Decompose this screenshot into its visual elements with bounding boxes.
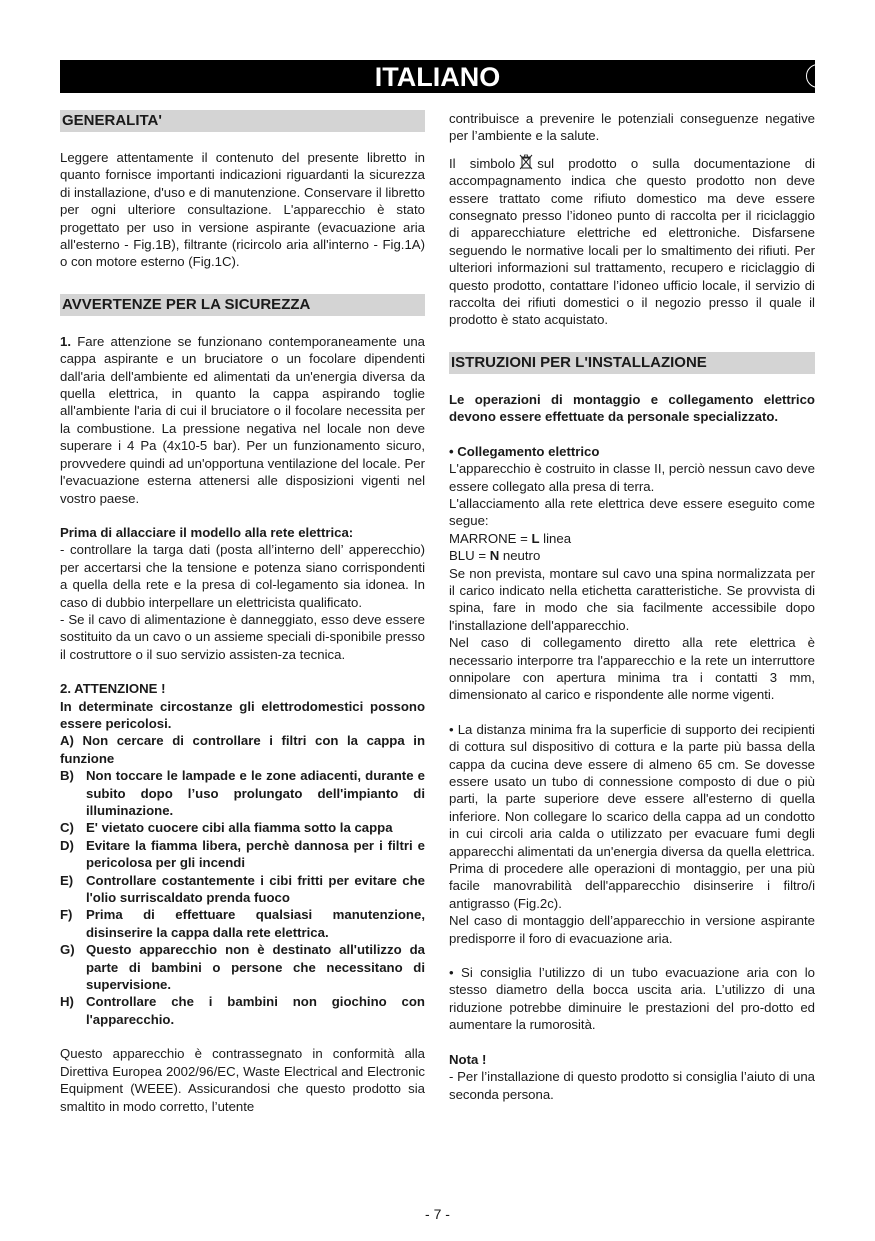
attention-item-text: Evitare la fiamma libera, perchè dannosa per i filtri e pericolosa per gli incendi <box>86 837 425 871</box>
connection-paragraph: L'apparecchio è costruito in classe II, perciò nessun cavo deve essere collegato alla presa di terra. <box>449 461 815 494</box>
note-text: - Per l’installazione di questo prodotto si consiglia l’aiuto di una seconda persona. <box>449 1069 815 1102</box>
attention-item <box>60 906 425 941</box>
safety-number: 1. <box>60 333 71 349</box>
heading-general: GENERALITA' <box>60 110 425 132</box>
symbol-intro: Il simbolo <box>449 155 516 171</box>
language-badge: I <box>806 64 860 88</box>
crossed-bin-icon <box>519 154 533 170</box>
tube-paragraph: • Si consiglia l’utilizzo di un tubo evacuazione aria con lo stesso diametro della bocca uscita aria. L’utilizzo di una riduzione potrebbe diminuire le prestazioni del pro-dotto ed aumentare la rumorosità. <box>449 965 815 1033</box>
weee-continuation: contribuisce a prevenire le potenziali conseguenze negative per l’ambiente e la salute. <box>449 111 815 144</box>
attention-item-letter: F) <box>60 907 73 923</box>
attention-title: 2. ATTENZIONE ! <box>60 681 166 697</box>
attention-item-text: Controllare costantemente i cibi fritti per evitare che l'olio surriscaldato prenda fuoco <box>86 872 425 906</box>
attention-list <box>60 767 425 1028</box>
installation-warning: Le operazioni di montaggio e collegamento elettrico devono essere effettuate da personale specializzato. <box>449 391 815 425</box>
attention-item-text: Controllare che i bambini non giochino con l'apparecchio. <box>86 994 425 1027</box>
general-paragraph: Leggere attentamente il contenuto del presente libretto in quanto fornisce importanti indicazioni riguardanti la sicurezza di installazione, d'uso e di manutenzione. Conservare il libretto per ogni ulteriore consultazione. L'apparecchio è stato progettato per uso in versione aspirante (evacuazione aria all'esterno - Fig.1B), filtrante (ricircolo aria all'interno - Fig.1A) o con motore esterno (Fig.1C). <box>60 150 425 270</box>
heading-installation: ISTRUZIONI PER L'INSTALLAZIONE <box>449 352 815 374</box>
electrical-connection-title: • Collegamento elettrico <box>449 443 600 459</box>
right-column <box>449 110 815 1103</box>
attention-item <box>60 872 425 907</box>
left-column <box>60 110 425 1115</box>
attention-item-letter: B) <box>60 768 74 784</box>
language-banner <box>60 60 836 93</box>
symbol-text: sul prodotto o sulla documentazione di accompagnamento indica che questo prodotto non deve essere trattato come rifiuto domestico ma deve essere consegnato presso l’idoneo punto di raccolta per il riciclaggio di apparecchiature elettriche ed elettroniche. Disfarsene seguendo le normative locali per lo smaltimento dei rifiuti. Per ulteriori informazioni sul trattamento, recupero e riciclaggio di questo prodotto, contattare l’idoneo ufficio locale, il servizio di raccolta dei rifiuti domestici o il negozio presso il quale il prodotto è stato acquistato. <box>449 155 815 328</box>
attention-item-text: Non toccare le lampade e le zone adiacenti, durante e subito dopo l’uso prolungato dell'impianto di illuminazione. <box>86 768 425 818</box>
heading-safety: AVVERTENZE PER LA SICUREZZA <box>60 294 425 316</box>
language-title: ITALIANO <box>374 62 501 92</box>
connection-paragraph: Nel caso di collegamento diretto alla rete elettrica è necessario interporre tra l'apparecchio e la rete un interruttore onnipolare con apertura minima tra i contatti 3 mm, dimensionato al carico e rispondente alle norme vigenti. <box>449 635 815 703</box>
before-connect-item: - Se il cavo di alimentazione è danneggiato, esso deve essere sostituito da un cavo o un assieme speciali di-sponibile presso il costruttore o il suo servizio assisten-za tecnica. <box>60 611 425 662</box>
safety-text: Fare attenzione se funzionano contemporaneamente una cappa aspirante e un bruciatore o un focolare dipendenti dall'aria dell'ambiente ed alimentati da un'energia diversa da quella elettrica, in quanto la cappa aspirando toglie all'ambiente l'aria di cui il bruciatore o il focolare necessita per la combustione. La pressione negativa nel locale non deve superare i 4 Pa (4x10-5 bar). Per un funzionamento sicuro, provvedere quindi ad un'opportuna ventilazione del locale. Per l'evacuazione esterna attenersi alle disposizioni vigenti nel vostro paese. <box>60 333 425 506</box>
wire-brown: MARRONE = L linea <box>449 530 572 546</box>
attention-item-a: A) Non cercare di controllare i filtri con la cappa in funzione <box>60 733 425 766</box>
attention-item <box>60 837 425 872</box>
connection-paragraph: L'allacciamento alla rete elettrica deve essere eseguito come segue: <box>449 495 815 529</box>
connection-paragraph: Se non prevista, montare sul cavo una spina normalizzata per il carico indicato nella etichetta caratteristiche. Se provvista di spina, fare in modo che sia facilmente accessibile dopo l'installazione dell'apparecchio. <box>449 565 815 633</box>
distance-paragraph: Nel caso di montaggio dell’apparecchio in versione aspirante predisporre il foro di evacuazione aria. <box>449 913 815 946</box>
attention-item <box>60 941 425 993</box>
weee-symbol-paragraph <box>449 154 815 329</box>
attention-item-letter: H) <box>60 994 74 1010</box>
attention-item-text: Questo apparecchio non è destinato all'utilizzo da parte di bambini o persone che necessitano di supervisione. <box>86 942 425 993</box>
attention-item-letter: D) <box>60 837 74 853</box>
attention-intro: In determinate circostanze gli elettrodomestici possono essere pericolosi. <box>60 698 425 731</box>
attention-item <box>60 767 425 819</box>
attention-item-letter: C) <box>60 820 74 836</box>
safety-paragraph-1 <box>60 333 425 507</box>
attention-item-letter: G) <box>60 942 75 958</box>
attention-item-text: E' vietato cuocere cibi alla fiamma sotto la cappa <box>86 820 393 836</box>
attention-item-text: Prima di effettuare qualsiasi manutenzione, disinserire la cappa dalla rete elettrica. <box>86 907 425 940</box>
attention-item <box>60 819 425 836</box>
wire-blue: BLU = N neutro <box>449 548 541 564</box>
note-title: Nota ! <box>449 1051 487 1067</box>
before-connect-item: - controllare la targa dati (posta all’interno dell’ apperecchio) per accertarsi che la tensione e potenza siano corrispondenti a quella della rete e la presa di col-legamento sia idonea. In caso di dubbio interpellare un elettricista qualificato. <box>60 542 425 610</box>
distance-paragraph: • La distanza minima fra la superficie di supporto dei recipienti di cottura sul dispositivo di cottura e la parte più bassa della cappa da cucina deve essere di almeno 65 cm. Se dovesse essere usato un tubo di connessione composto di due o più parti, la parte superiore deve essere all'esterno di quella inferiore. Non collegare lo scarico della cappa ad un condotto in cui circoli aria calda o utilizzato per evacuare fumi degli apparecchi alimentati da un'energia diversa da quella elettrica. Prima di procedere alle operazioni di montaggio, per una più facile manovrabilità dell'apparecchio disinserire i filtro/i antigrasso (Fig.2c). <box>449 721 815 911</box>
weee-paragraph: Questo apparecchio è contrassegnato in conformità alla Direttiva Europea 2002/96/EC, Waste Electrical and Electronic Equipment (WEEE). Assicurandosi che questo prodotto sia smaltito in modo corretto, l’utente <box>60 1046 425 1114</box>
attention-item <box>60 993 425 1028</box>
before-connect-title: Prima di allacciare il modello alla rete elettrica: <box>60 524 354 540</box>
page-number: - 7 - <box>425 1206 450 1222</box>
attention-item-letter: E) <box>60 872 74 888</box>
